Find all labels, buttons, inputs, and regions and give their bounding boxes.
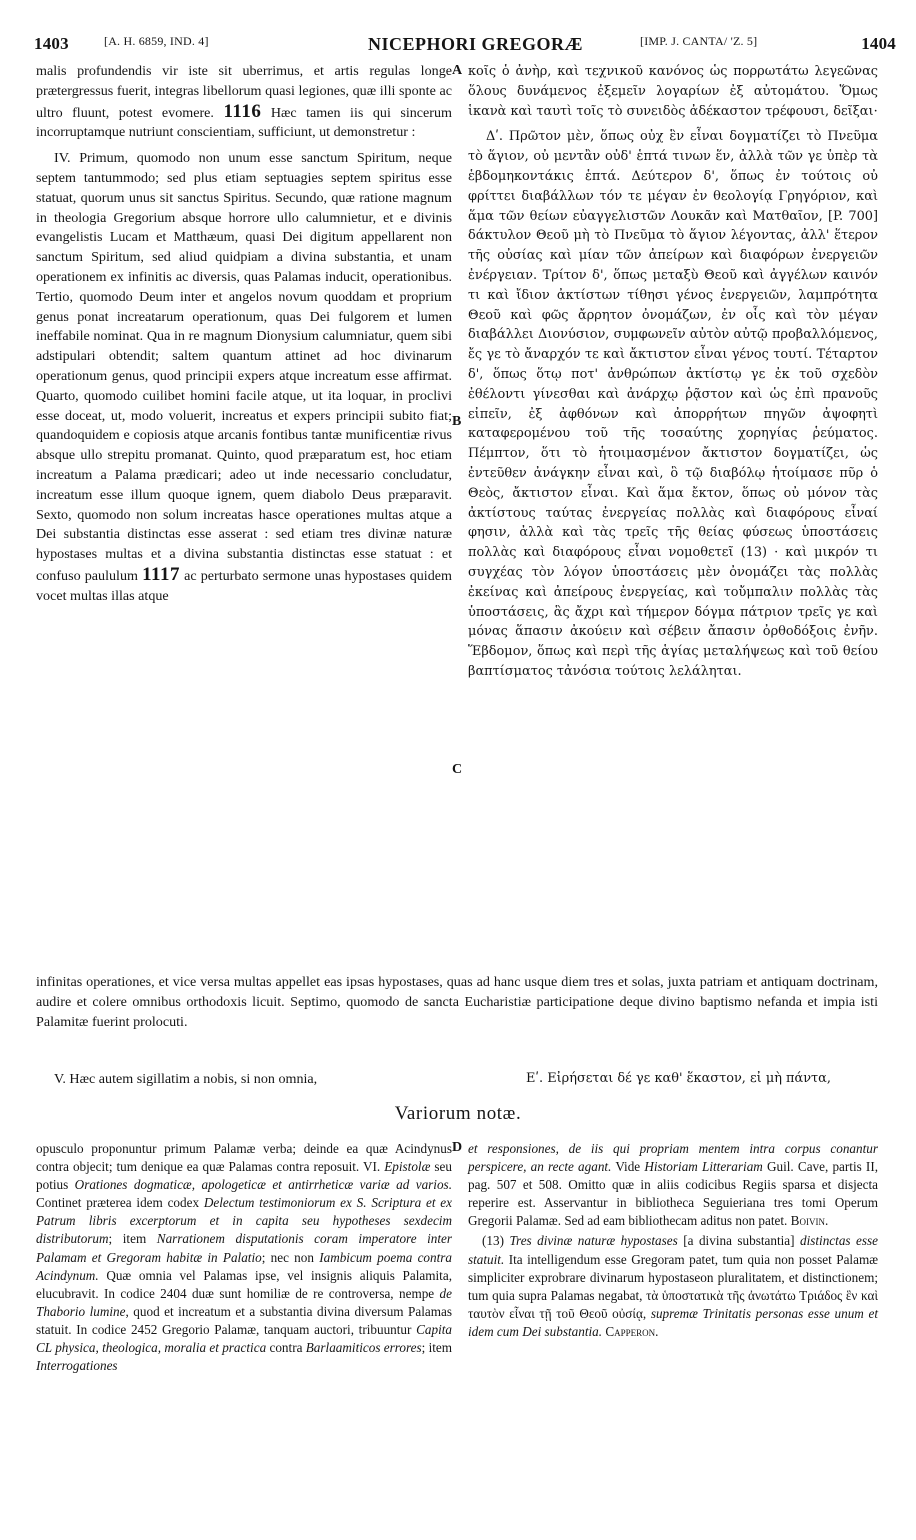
left-header-meta: [A. H. 6859, IND. 4] <box>104 34 209 48</box>
note-italic: de Thaborio lumine <box>36 1285 452 1319</box>
margin-marker-b: B <box>452 414 462 429</box>
note-span: ; item <box>421 1340 453 1356</box>
note-italic: Orationes dogmaticæ, apologeticæ et antirrheticæ variæ ad varios. <box>74 1177 452 1193</box>
note-text <box>36 1140 452 1375</box>
note-span: [a divina substantia] <box>683 1233 795 1249</box>
right-page-number: 1404 <box>861 34 896 53</box>
note-span: , quod et increatum et a substantia divina diversum Palamas statuit. In codice 2452 Gregorio Palamæ, tanquam auctori, tribuuntur <box>36 1303 452 1337</box>
note-reference: (13) <box>740 545 768 561</box>
greek-text: δάκτυλον Θεοῦ μὴ τὸ Πνεῦμα τὸ ἅγιον λέγοντας, ἀλλ' ἕτερον τῆς οὐσίας καὶ μίαν τῶν ἀπείρων καὶ διαφόρων ἐνεργειῶν ἐνέργειαν. Τρίτον δ', ὅπως μεταξὺ Θεοῦ καὶ ἀγγέλων καινόν τι καὶ ἴδιον ἀκτίστων τίθησι γένος ἐνεργειῶν, λαμπρότητα Θεοῦ καὶ φῶς ἄρρητον ὀνομάζων, ἐν οἷς καὶ τὸν μέγαν διαβάλλει Διονύσιον, συμφωνεῖν αὐτὸν αὐτῷ προβαλλόμενος, ἔς γε τὸ ἄναρχόν τε καὶ ἄκτιστον εἶναι γένος τουτί. Τέταρτον δ', ὅπως ὅτῳ ποτ' ἀνθρώπων ἀκτίστῳ γε ἐκ τοῦ σχεδὸν ἐθέλοντι γίνεσθαι καὶ ἀνάρχῳ ῥᾷστον καὶ ὡς ἐπὶ πρανοῦς εἰπεῖν, ἐξ ἀφθόνων καὶ ἀπορρήτων πηγῶν ἀψοφητὶ καταφερομένου τοῦ τῆς τοσαύτης χορηγίας ῥεύματος. Πέμπτον, ὅτι τὸ ἡτοιμασμένον ἄκτιστον δογματίζει, ὡς ἐντεῦθεν ἀνάγκην εἶναι καὶ, ὃ τῷ διαβόλῳ ἡτοίμασε πῦρ ὁ Θεὸς, ἄκτιστον εἶναι. Καὶ ἅμα ἔκτον, ὅπως οὐ μόνον τὰς ἀκτίστους ταύτας ἐνεργείας πολλὰς καὶ διαφόρους εἶναί φησιν, ἀλλὰ καὶ τὰς τρεῖς τῆς θείας φύσεως ὑποστάσεις πολλὰς καὶ διαφόρους εἶναι νομοθετεῖ <box>468 228 878 561</box>
notes-right-column <box>468 1140 878 1341</box>
section-v-row <box>36 1071 878 1093</box>
note-italic: Delectum testimoniorum ex S. Scriptura et ex Patrum libris excerptorum et in capita seu hypotheses sexdecim distributorum <box>36 1195 452 1247</box>
greek-text: · καὶ μικρόν τι συγχέας τὸν λόγον ὑποστάσεις μὲν ὀνομάζει τὰς πολλὰς ἐκείνας καὶ ἀπείρους ἐνεργείας, καὶ τοὔμπαλιν πολλὰς τὰς ὑποστάσεις, ἃς ἄχρι καὶ τήμερον δόγμα πάτριον τρεῖς γε καὶ μόνας ἅπασιν ἀκούειν καὶ σέβειν ἄπασιν ὀρθοδόξοις ἐνῆν. Ἕβδομον, ὅπως καὶ περὶ τῆς ἁγίας μεταλήψεως καὶ τοῦ θείου βαπτίσματος τἀνόσια τούτοις λελάληται. <box>468 545 878 679</box>
column-number-1116: 1116 <box>223 100 262 122</box>
greek-section-iv <box>468 127 878 681</box>
note-italic: supremæ Trinitatis personas esse unum et idem cum Dei substantia. <box>468 1305 879 1339</box>
latin-column <box>36 62 452 607</box>
margin-marker-c: C <box>452 762 463 777</box>
greek-column <box>468 62 878 682</box>
note-author-capperon: Capperon. <box>605 1323 659 1339</box>
latin-text: malis profundendis vir iste sit uberrimus, et artis regulas longe prætergressus fuerit, integras libellorum quasi legiones, quæ illi sponte ac ultro fluunt, potest evomere. <box>36 63 452 121</box>
note-span: seu potius <box>36 1159 453 1193</box>
note-text <box>468 1140 878 1230</box>
note-italic: Interrogationes <box>36 1358 118 1374</box>
page-reference: [P. 700] <box>827 208 878 224</box>
note-span: ; nec non <box>261 1249 314 1265</box>
note-italic: Historiam Litterariam <box>644 1159 763 1175</box>
latin-text: ac perturbato sermone unas hypostases quidem vocet multas illas atque <box>36 567 452 604</box>
full-width-paragraph <box>36 973 878 1032</box>
note-italic: Barlaamiticos errores <box>305 1340 422 1356</box>
note-italic: Iambicum poema contra Acindynum. <box>36 1249 453 1283</box>
note-span: contra <box>269 1340 303 1356</box>
note-italic: Narrationem disputationis coram imperatore inter Palamam et Gregoram habitæ in Palatio <box>36 1231 453 1265</box>
notes-heading: Variorum notæ. <box>394 1103 522 1124</box>
note-span: Guil. Cave, partis II, pag. 507 et 508. Omitto quæ in aliis codicibus Regiis sparsa et disjecta reperire est. Asservantur in bibliotheca Seguieriana tres tomi Operum Gregorii Palamæ. Sed ad eam bibliothecam aditus non patet. <box>468 1159 879 1229</box>
margin-marker-d: D <box>452 1140 463 1155</box>
greek-section-v: Εʹ. Εἰρήσεται δέ γε καθ' ἕκαστον, εἰ μὴ πάντα, <box>526 1071 831 1086</box>
margin-marker-a: A <box>452 63 463 78</box>
running-header <box>34 34 896 58</box>
left-page-number: 1403 <box>34 34 69 53</box>
running-title: NICEPHORI GREGORÆ <box>368 34 584 54</box>
note-span: ; item <box>108 1231 147 1247</box>
note-italic: distinctas esse statuit. <box>468 1233 878 1267</box>
note-author-boivin: Boivin. <box>790 1213 829 1229</box>
note-italic: Capita CL physica, theologica, moralia et practica <box>36 1321 453 1356</box>
note-span: Quæ omnia vel Palamas ipse, vel insignis aliquis Palamita, elucubravit. In codice 2404 duæ sunt homiliæ de re controversa, nempe <box>36 1267 452 1301</box>
note-13 <box>468 1232 878 1341</box>
note-span: opusculo proponuntur primum Palamæ verba; deinde ea quæ Acindynus contra objecit; tum denique ea quæ Palamas contra reposuit. VI. <box>36 1141 452 1175</box>
latin-text: IV. Primum, quomodo non unum esse sanctum Spiritum, neque septem tantummodo; sed plus etiam septuagies septem spiritus esse statuat, quorum unus sit sanctus Spiritus. Secundo, quæ ratione magnum in theologia Gregorium absque horrore ullo calumnietur, et e divinis evangelistis Lucam et Matthæum, quasi Dei digitum appellarent non sanctum Spiritum, sed aliud quidpiam a divina substantia, et unam operationem ex infinitis ac diversis, quas Palamas inducit, operationibus. Tertio, quomodo Deum inter et angelos novum quoddam et proprium genus ponat increatarum operationum, quas Dei fulgorem et lumen ineffabile nominat. Qua in re magnum Dionysium calumniatur, quem sibi adstipulari obtendit; saltem quantum attinet ad hoc divinarum operationum genus, quod principii expers atque increatum esse affirmat. Quarto, quomodo cuilibet homini facile atque, ut ita loquar, in proclivi esse doceat, ut, modo voluerit, increatus et expers principii subito fiat; quandoquidem e copiosis atque arcanis fontibus tantæ munificentiæ rivus absque ullo strepitu promanat. Quinto, quod præparatum est, hoc etiam increatum a Palama prædicari; adeo ut inde necessario concludatur, increatum esse illum quoque ignem, quem diabolo Deus præparavit. Sexto, quomodo non solum increatas hasce operationes multas atque a Dei substantia distinctas esse asserat : sed etiam tres divinæ naturæ hypostases multas et a divina substantia distinctas esse statuat : et confuso paululum <box>36 150 452 584</box>
latin-paragraph <box>36 62 452 143</box>
column-number-1117: 1117 <box>142 563 180 585</box>
latin-section-v: V. Hæc autem sigillatim a nobis, si non omnia, <box>54 1071 318 1087</box>
note-span: Continet præterea idem codex <box>36 1195 200 1211</box>
note-span: Vide <box>615 1159 641 1175</box>
right-header-meta: [IMP. J. CANTA/ 'Z. 5] <box>640 34 758 48</box>
note-italic: Epistolæ <box>384 1159 431 1175</box>
note-span: Ita intelligendum esse Gregoram patet, tum quia non posset Palamæ simpliciter exprobrare divinarum hypostaseon pluralitatem, et distinctionem; tum quia supra Palamas negabat, τὰ ὑποστατικὰ τῆς ἀνωτάτω Τριάδος ἓν καὶ ταυτὸν εἶναι τῇ τοῦ Θεοῦ οὐσίᾳ, <box>468 1251 878 1321</box>
note-italic: Tres divinæ naturæ hypostases <box>509 1233 678 1249</box>
latin-section-iv <box>36 149 452 606</box>
full-width-text: infinitas operationes, et vice versa multas appellet eas ipsas hypostases, quas ad hanc usque diem tres et solas, juxta patriam et antiquam doctrinam, audire et colere omnibus orthodoxis licuit. Septimo, quomodo de sancta Eucharistiæ participatione deque divino baptismo nefanda et impia isti Palamitæ fuerint prolocuti. <box>36 974 878 1030</box>
latin-text: Hæc tamen iis qui sincerum incorruptamque nutriunt conscientiam, sufficiunt, ut demonstretur : <box>36 104 452 141</box>
greek-text: Δʹ. Πρῶτον μὲν, ὅπως οὐχ ἓν εἶναι δογματίζει τὸ Πνεῦμα τὸ ἅγιον, οὐ μεντἂν οὐδ' ἑπτά τινων ἕν, ἀλλὰ τῶν γε ὑπὲρ τὰ ἑβδομηκοντάκις ἑπτά. Δεύτερον δ', ὅπως ἐν τούτοις οὐ φρίττει διαβάλλων τόν τε μέγαν ἐν θεολογίᾳ Γρηγόριον, καὶ ἅμα τῶν θείων εὐαγγελιστῶν Λουκᾶν καὶ Ματθαῖον, <box>468 129 878 224</box>
note-italic: et responsiones, de iis qui propriam mentem intra corpus conantur perspicere, an recte agant. <box>468 1141 878 1175</box>
notes-left-column <box>36 1140 452 1375</box>
greek-paragraph: κοῖς ὁ ἀνὴρ, καὶ τεχνικοῦ κανόνος ὡς πορρωτάτω λεγεῶνας ὅλους δυνάμενος ἐξεμεῖν λογαρίων ἐξ αὐτομάτου. Ὅμως ἱκανὰ καὶ ταυτὶ τοῖς τὸ συνειδὸς ἀδέκαστον τρέφουσι, δεῖξαι· <box>468 64 878 119</box>
note-number: (13) <box>482 1233 504 1249</box>
